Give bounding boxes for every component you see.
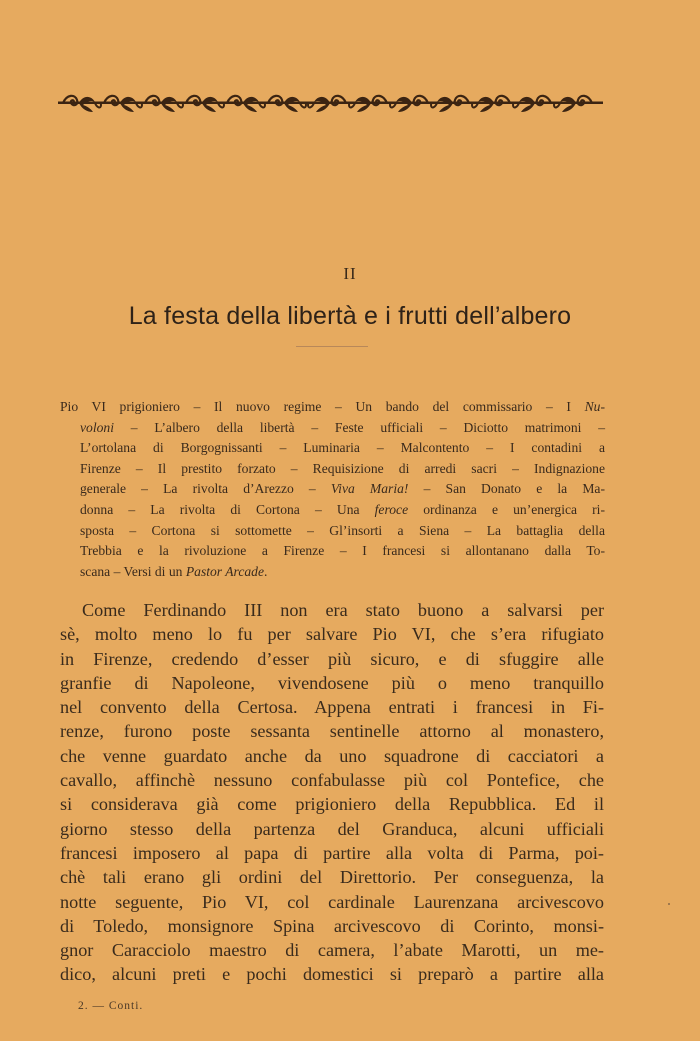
- summary-line: [60, 397, 605, 418]
- body-line: Come Ferdinando III non era stato buono a salvarsi per: [82, 600, 604, 620]
- summary-text: generale – La rivolta d’Arezzo –: [80, 481, 331, 497]
- title-divider: [296, 346, 368, 347]
- summary-line: [60, 500, 605, 521]
- body-line: sè, molto meno lo fu per salvare Pio VI, che s’era rifugiato: [60, 624, 604, 645]
- chapter-number: II: [343, 264, 357, 283]
- body-paragraph: [60, 598, 604, 987]
- chapter-summary: [60, 397, 605, 582]
- summary-italic-text: Viva Maria!: [330, 481, 409, 497]
- floral-vine-ornament: [58, 92, 603, 114]
- body-line: nel convento della Certosa. Appena entrati i francesi in Fi-: [60, 697, 604, 718]
- body-line: giorno stesso della partenza del Granduca, alcuni ufficiali: [60, 818, 604, 839]
- summary-line: [60, 438, 605, 459]
- summary-text: Firenze – Il prestito forzato – Requisizione di arredi sacri – Indignazione: [80, 460, 605, 476]
- summary-line: [60, 562, 605, 583]
- summary-text: ordinanza e un’energica ri-: [408, 501, 605, 517]
- summary-text: sposta – Cortona si sottomette – Gl’insorti a Siena – La battaglia della: [80, 522, 605, 538]
- summary-text: donna – La rivolta di Cortona – Una: [80, 501, 375, 517]
- body-line: cavallo, affinchè nessuno confabulasse più col Pontefice, che: [60, 770, 604, 791]
- chapter-title: La festa della libertà e i frutti dell’albero: [128, 302, 572, 330]
- summary-text: L’ortolana di Borgognissanti – Luminaria – Malcontento – I contadini a: [80, 440, 605, 456]
- summary-line: [60, 541, 605, 562]
- summary-italic-text: Nu-: [584, 399, 605, 414]
- paper-speck: [668, 903, 670, 905]
- summary-line: [60, 479, 605, 500]
- body-line: notte seguente, Pio VI, col cardinale Laurenzana arcivescovo: [60, 891, 604, 912]
- body-line: granfie di Napoleone, vivendosene più o meno tranquillo: [60, 672, 604, 693]
- summary-text: .: [264, 563, 268, 579]
- summary-text: Pio VI prigioniero – Il nuovo regime – Un bando del commissario – I: [60, 399, 585, 414]
- body-line: di Toledo, monsignore Spina arcivescovo di Corinto, monsi-: [60, 915, 604, 936]
- body-line: renze, furono poste sessanta sentinelle attorno al monastero,: [60, 721, 604, 742]
- summary-text: Trebbia e la rivoluzione a Firenze – I francesi si allontanano dalla To-: [80, 543, 605, 559]
- body-line: francesi imposero al papa di partire alla volta di Parma, poi-: [60, 842, 604, 863]
- summary-text: – L’albero della libertà – Feste ufficiali – Diciotto matrimoni –: [113, 419, 605, 435]
- body-line: in Firenze, credendo d’esser più sicuro, e di sfuggire alle: [60, 648, 604, 669]
- summary-italic-text: voloni: [80, 419, 114, 435]
- body-line: gnor Caracciolo maestro di camera, l’abate Marotti, un me-: [60, 940, 604, 961]
- body-line: che venne guardato anche da uno squadrone di cacciatori a: [60, 745, 604, 766]
- summary-line: [60, 521, 605, 542]
- body-line: dico, alcuni preti e pochi domestici si preparò a partire alla: [60, 964, 604, 985]
- summary-text: scana – Versi di un: [80, 563, 186, 579]
- summary-text: – San Donato e la Ma-: [408, 481, 605, 497]
- summary-italic-text: Pastor Arcade: [185, 563, 265, 579]
- body-line: chè tali erano gli ordini del Direttorio. Per conseguenza, la: [60, 867, 604, 888]
- body-line: si considerava già come prigioniero della Repubblica. Ed il: [60, 794, 604, 815]
- page-signature: 2. — Conti.: [78, 1000, 144, 1012]
- summary-italic-text: feroce: [374, 501, 409, 517]
- summary-line: [60, 459, 605, 480]
- summary-line: [60, 418, 605, 439]
